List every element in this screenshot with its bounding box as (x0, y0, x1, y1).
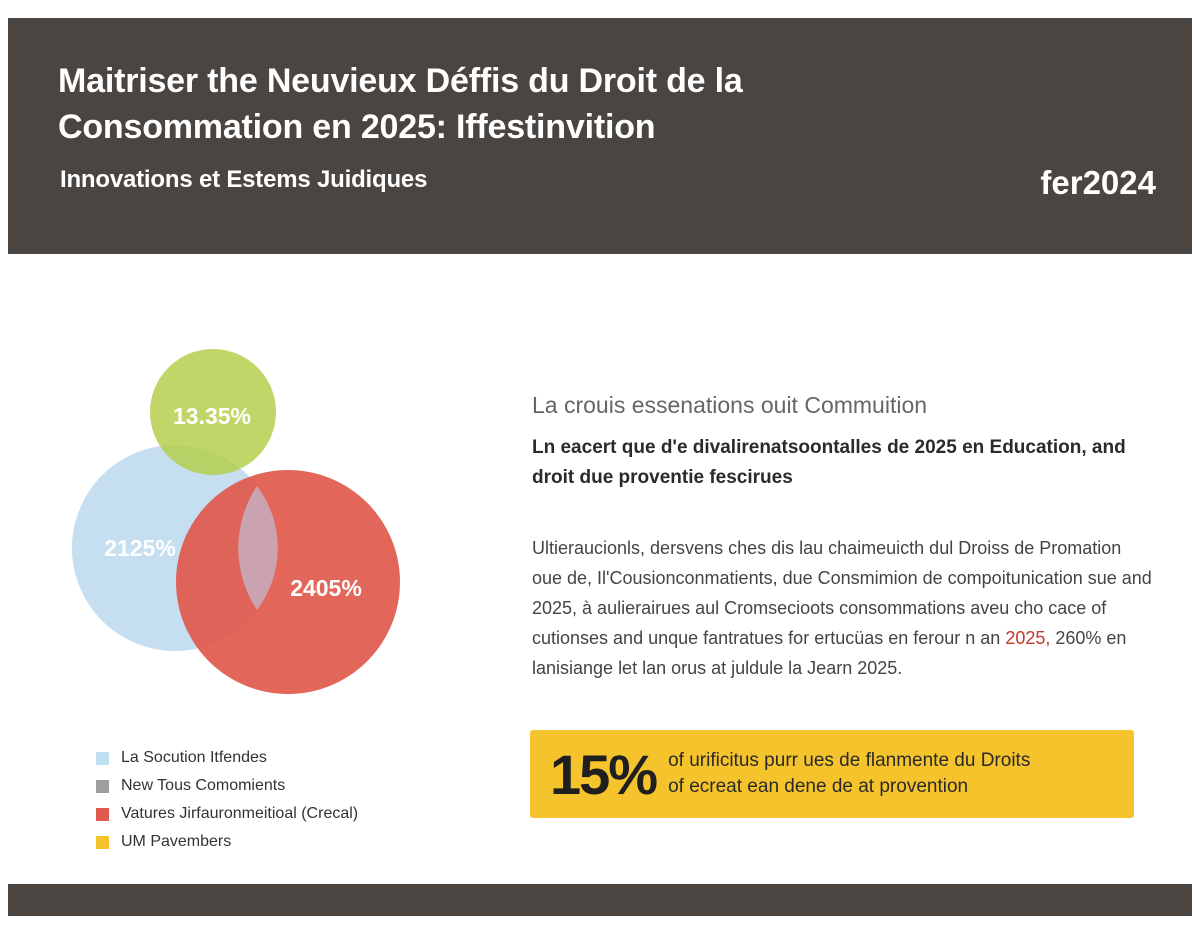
section-heading: La crouis essenations ouit Commuition (532, 392, 928, 418)
legend-swatch (96, 808, 109, 821)
lead-paragraph: Ln eacert que d'e divalirenatsoontalles de 2025 en Education, and droit due proventie fescirues (532, 437, 1126, 488)
header-date: fer2024 (1040, 164, 1156, 201)
legend-swatch (96, 836, 109, 849)
body-paragraph (532, 533, 1152, 683)
venn-circle-red (176, 470, 400, 694)
legend-label: La Socution Itfendes (121, 749, 267, 766)
legend-item (96, 744, 358, 772)
callout-line-2: of ecreat ean dene de at provention (668, 776, 969, 797)
body-text-start: Ultieraucionls, dersvens ches dis lau chaimeuicth dul Droiss de Promation oue de, Il'Cousionconmatients, due Consmimion de compoitunication sue and 2025, à aulierairues aul Cromsecioots consommations aveu cho cace of cutionses and unque fantratues for ertucüas en ferour n an (532, 538, 1152, 648)
header-banner (8, 18, 1192, 254)
stat-callout (530, 730, 1134, 818)
legend-swatch (96, 752, 109, 765)
legend-item (96, 828, 358, 856)
page-title (58, 58, 958, 150)
body-text-end: 260% en lanisiange let lan orus at juldule la Jearn 2025. (532, 628, 1127, 678)
page-subtitle: Innovations et Estems Juidiques (60, 166, 428, 193)
title-line-2: Consommation en 2025: Iffestinvition (58, 108, 656, 146)
venn-label-blue: 2125% (104, 535, 176, 561)
legend-label: Vatures Jirfauronmeitioal (Crecal) (121, 805, 359, 822)
callout-line-1: of urificitus purr ues de flanmente du Droits (668, 750, 1031, 771)
legend-swatch (96, 780, 109, 793)
body-text-highlight: 2025, (1005, 628, 1051, 648)
venn-diagram (60, 340, 420, 710)
content-panel (532, 392, 1172, 683)
callout-text (668, 748, 1030, 800)
legend-label: New Tous Comomients (121, 777, 286, 794)
callout-value: 15% (550, 742, 657, 806)
legend-item (96, 772, 358, 800)
venn-label-green: 13.35% (172, 403, 252, 429)
legend-item (96, 800, 358, 828)
venn-label-red: 2405% (290, 575, 362, 601)
legend-label: UM Pavembers (121, 833, 232, 850)
title-line-1: Maitriser the Neuvieux Déffis du Droit de la (58, 62, 743, 100)
footer-bar (8, 884, 1192, 916)
legend (96, 744, 358, 856)
